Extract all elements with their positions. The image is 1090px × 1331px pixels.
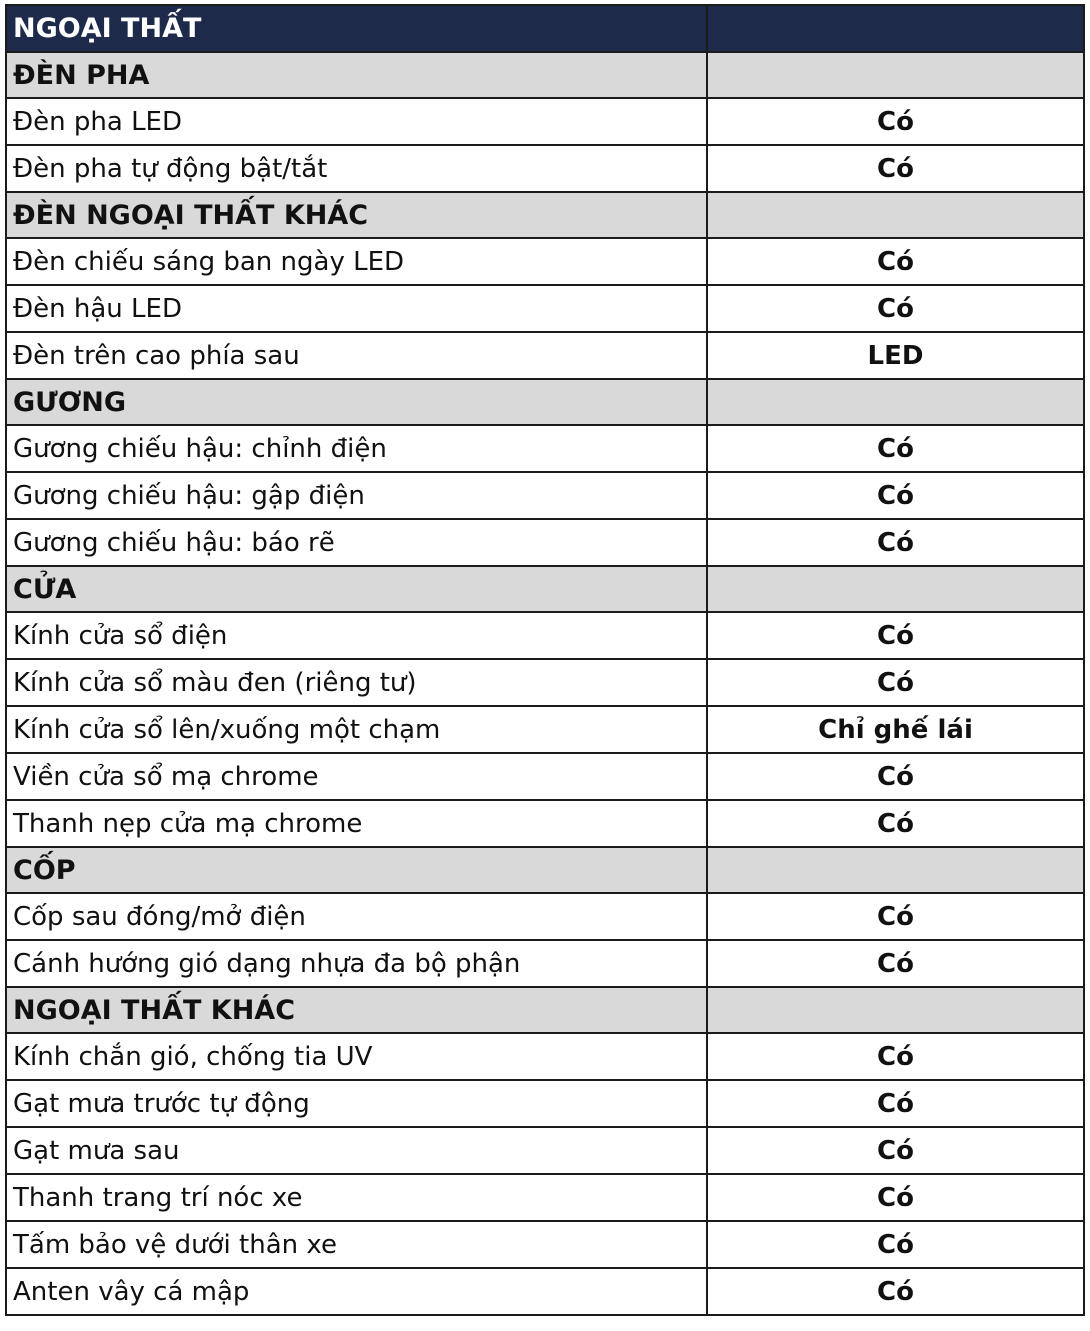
feature-value: Có <box>707 659 1084 706</box>
section-header-row <box>6 52 1084 98</box>
feature-label: Đèn hậu LED <box>6 285 707 332</box>
table-row <box>6 332 1084 379</box>
table-row <box>6 1127 1084 1174</box>
table-row <box>6 1268 1084 1315</box>
table-row <box>6 706 1084 753</box>
section-header-row <box>6 192 1084 238</box>
section-empty-cell <box>707 52 1084 98</box>
feature-value: Có <box>707 285 1084 332</box>
table-title-empty-cell <box>707 5 1084 52</box>
feature-label: Cốp sau đóng/mở điện <box>6 893 707 940</box>
table-row <box>6 425 1084 472</box>
feature-label: Tấm bảo vệ dưới thân xe <box>6 1221 707 1268</box>
feature-value: Có <box>707 1221 1084 1268</box>
feature-value: Có <box>707 98 1084 145</box>
feature-value: Có <box>707 425 1084 472</box>
feature-value: Có <box>707 145 1084 192</box>
feature-label: Kính cửa sổ lên/xuống một chạm <box>6 706 707 753</box>
section-empty-cell <box>707 192 1084 238</box>
table-row <box>6 98 1084 145</box>
feature-value: Có <box>707 1080 1084 1127</box>
table-row <box>6 800 1084 847</box>
spec-table-container <box>5 4 1083 1316</box>
feature-label: Gương chiếu hậu: báo rẽ <box>6 519 707 566</box>
feature-value: Có <box>707 472 1084 519</box>
feature-value: Có <box>707 753 1084 800</box>
exterior-spec-table <box>5 4 1085 1316</box>
section-header-row <box>6 847 1084 893</box>
feature-label: Anten vây cá mập <box>6 1268 707 1315</box>
section-header-row <box>6 987 1084 1033</box>
feature-value: Có <box>707 612 1084 659</box>
feature-value: Có <box>707 940 1084 987</box>
table-row <box>6 612 1084 659</box>
feature-value: Chỉ ghế lái <box>707 706 1084 753</box>
section-title: CỬA <box>6 566 707 612</box>
feature-label: Gương chiếu hậu: chỉnh điện <box>6 425 707 472</box>
table-row <box>6 472 1084 519</box>
feature-value: Có <box>707 238 1084 285</box>
feature-value: LED <box>707 332 1084 379</box>
table-row <box>6 285 1084 332</box>
feature-value: Có <box>707 1033 1084 1080</box>
section-title: NGOẠI THẤT KHÁC <box>6 987 707 1033</box>
feature-label: Đèn chiếu sáng ban ngày LED <box>6 238 707 285</box>
feature-label: Kính cửa sổ màu đen (riêng tư) <box>6 659 707 706</box>
table-title: NGOẠI THẤT <box>6 5 707 52</box>
feature-label: Kính chắn gió, chống tia UV <box>6 1033 707 1080</box>
feature-label: Gạt mưa sau <box>6 1127 707 1174</box>
feature-value: Có <box>707 1174 1084 1221</box>
section-empty-cell <box>707 847 1084 893</box>
feature-label: Cánh hướng gió dạng nhựa đa bộ phận <box>6 940 707 987</box>
feature-label: Gạt mưa trước tự động <box>6 1080 707 1127</box>
table-row <box>6 893 1084 940</box>
section-title: ĐÈN PHA <box>6 52 707 98</box>
feature-label: Thanh trang trí nóc xe <box>6 1174 707 1221</box>
feature-label: Đèn pha tự động bật/tắt <box>6 145 707 192</box>
table-row <box>6 238 1084 285</box>
table-row <box>6 1174 1084 1221</box>
section-empty-cell <box>707 379 1084 425</box>
section-empty-cell <box>707 566 1084 612</box>
feature-label: Đèn pha LED <box>6 98 707 145</box>
feature-value: Có <box>707 1127 1084 1174</box>
table-row <box>6 753 1084 800</box>
table-row <box>6 145 1084 192</box>
section-title: CỐP <box>6 847 707 893</box>
spec-table-body <box>6 5 1084 1315</box>
feature-value: Có <box>707 1268 1084 1315</box>
feature-label: Gương chiếu hậu: gập điện <box>6 472 707 519</box>
section-title: ĐÈN NGOẠI THẤT KHÁC <box>6 192 707 238</box>
section-header-row <box>6 379 1084 425</box>
table-row <box>6 659 1084 706</box>
table-row <box>6 1080 1084 1127</box>
feature-value: Có <box>707 800 1084 847</box>
section-title: GƯƠNG <box>6 379 707 425</box>
section-empty-cell <box>707 987 1084 1033</box>
feature-label: Thanh nẹp cửa mạ chrome <box>6 800 707 847</box>
feature-label: Kính cửa sổ điện <box>6 612 707 659</box>
feature-value: Có <box>707 519 1084 566</box>
feature-label: Viền cửa sổ mạ chrome <box>6 753 707 800</box>
table-title-row <box>6 5 1084 52</box>
feature-value: Có <box>707 893 1084 940</box>
table-row <box>6 1221 1084 1268</box>
table-row <box>6 940 1084 987</box>
feature-label: Đèn trên cao phía sau <box>6 332 707 379</box>
table-row <box>6 1033 1084 1080</box>
section-header-row <box>6 566 1084 612</box>
table-row <box>6 519 1084 566</box>
